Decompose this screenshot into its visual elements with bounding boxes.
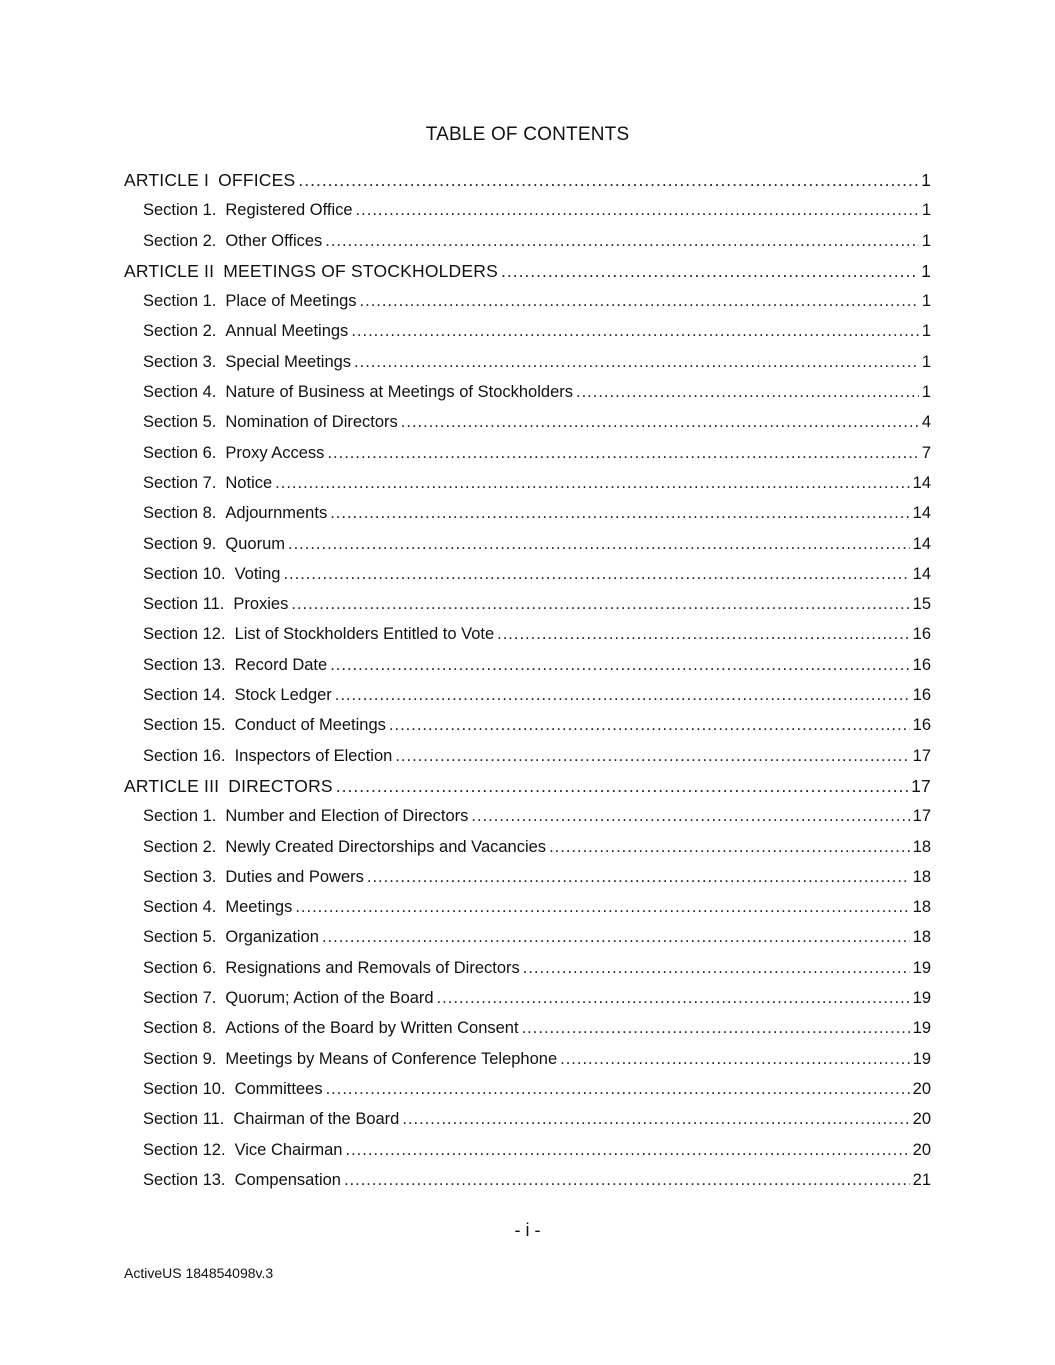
toc-section-entry[interactable] bbox=[124, 803, 931, 833]
toc-entry-title: Duties and Powers bbox=[225, 867, 364, 886]
toc-entry-page: 1 bbox=[921, 201, 931, 220]
toc-entry-page: 17 bbox=[911, 775, 931, 796]
toc-entry-page: 17 bbox=[912, 807, 931, 826]
toc-entry-title: Notice bbox=[225, 473, 273, 492]
toc-section-entry[interactable] bbox=[124, 440, 931, 470]
toc-entry-number: Section 8. bbox=[143, 1019, 217, 1038]
dot-leader bbox=[330, 500, 909, 526]
document-id: ActiveUS 184854098v.3 bbox=[124, 1265, 274, 1281]
toc-entry-label bbox=[143, 864, 364, 890]
toc-entry-label bbox=[143, 682, 332, 708]
dot-leader bbox=[356, 197, 919, 223]
toc-entry-label bbox=[143, 955, 520, 981]
toc-section-entry[interactable] bbox=[124, 621, 931, 651]
toc-entry-page: 16 bbox=[912, 625, 931, 644]
toc-section-entry[interactable] bbox=[124, 1106, 931, 1136]
toc-entry-number: Section 13. bbox=[143, 655, 226, 674]
toc-section-entry[interactable] bbox=[124, 712, 931, 742]
toc-entry-number: Section 2. bbox=[143, 837, 217, 856]
toc-section-entry[interactable] bbox=[124, 652, 931, 682]
toc-entry-label bbox=[143, 197, 353, 223]
toc-entry-title: Organization bbox=[225, 928, 319, 947]
toc-entry-page: 19 bbox=[912, 1019, 931, 1038]
dot-leader bbox=[351, 318, 919, 344]
dot-leader bbox=[330, 652, 909, 678]
toc-entry-title: Number and Election of Directors bbox=[225, 807, 469, 826]
toc-entry-label bbox=[143, 621, 494, 647]
toc-entry-title: Record Date bbox=[234, 655, 328, 674]
dot-leader bbox=[501, 258, 918, 284]
toc-entry-page: 16 bbox=[912, 716, 931, 735]
toc-entry-page: 18 bbox=[912, 837, 931, 856]
toc-entry-label bbox=[124, 773, 333, 799]
toc-section-entry[interactable] bbox=[124, 1137, 931, 1167]
toc-entry-title: Meetings by Means of Conference Telephone bbox=[225, 1049, 558, 1068]
toc-entry-number: Section 7. bbox=[143, 473, 217, 492]
dot-leader bbox=[327, 440, 918, 466]
toc-entry-label bbox=[143, 591, 288, 617]
toc-section-entry[interactable] bbox=[124, 864, 931, 894]
toc-entry-page: 1 bbox=[921, 292, 931, 311]
toc-entry-page: 1 bbox=[921, 352, 931, 371]
toc-entry-label bbox=[143, 1137, 342, 1163]
dot-leader bbox=[354, 349, 919, 375]
toc-entry-page: 19 bbox=[912, 1049, 931, 1068]
dot-leader bbox=[275, 470, 909, 496]
toc-entry-number: Section 2. bbox=[143, 231, 217, 250]
toc-entry-title: Actions of the Board by Written Consent bbox=[225, 1019, 519, 1038]
toc-entry-title: Committees bbox=[234, 1079, 323, 1098]
toc-entry-title: Newly Created Directorships and Vacancies bbox=[225, 837, 547, 856]
toc-section-entry[interactable] bbox=[124, 561, 931, 591]
toc-entry-title: Other Offices bbox=[225, 231, 323, 250]
toc-section-entry[interactable] bbox=[124, 985, 931, 1015]
toc-entry-label bbox=[143, 985, 434, 1011]
toc-entry-title: Proxies bbox=[233, 595, 289, 614]
toc-entry-number: Section 6. bbox=[143, 958, 217, 977]
toc-entry-number: Section 8. bbox=[143, 504, 217, 523]
toc-entry-title: Inspectors of Election bbox=[234, 746, 393, 765]
toc-entry-label bbox=[143, 803, 468, 829]
dot-leader bbox=[322, 924, 910, 950]
toc-entry-page: 1 bbox=[921, 231, 931, 250]
toc-entry-title: OFFICES bbox=[218, 170, 296, 190]
toc-entry-label bbox=[143, 379, 573, 405]
toc-entry-page: 19 bbox=[912, 989, 931, 1008]
toc-section-entry[interactable] bbox=[124, 409, 931, 439]
toc-article-entry[interactable] bbox=[124, 258, 931, 288]
toc-entry-number: ARTICLE III bbox=[124, 775, 220, 796]
toc-entry-number: Section 6. bbox=[143, 443, 217, 462]
toc-entry-page: 4 bbox=[921, 413, 931, 432]
dot-leader bbox=[576, 379, 919, 405]
toc-entry-label bbox=[143, 1076, 323, 1102]
toc-entry-label bbox=[143, 894, 292, 920]
toc-entry-number: Section 1. bbox=[143, 807, 217, 826]
toc-entry-page: 15 bbox=[912, 595, 931, 614]
toc-entry-page: 17 bbox=[912, 746, 931, 765]
toc-entry-page: 19 bbox=[912, 958, 931, 977]
toc-entry-number: Section 7. bbox=[143, 989, 217, 1008]
toc-entry-title: Compensation bbox=[234, 1170, 341, 1189]
toc-entry-page: 20 bbox=[912, 1079, 931, 1098]
toc-entry-number: Section 9. bbox=[143, 1049, 217, 1068]
dot-leader bbox=[298, 167, 918, 193]
toc-entry-label bbox=[143, 228, 322, 254]
toc-entry-title: Adjournments bbox=[225, 504, 328, 523]
toc-section-entry[interactable] bbox=[124, 591, 931, 621]
toc-entry-number: Section 9. bbox=[143, 534, 217, 553]
toc-entry-label bbox=[143, 318, 348, 344]
toc-entry-number: Section 11. bbox=[143, 1110, 225, 1129]
toc-entry-page: 14 bbox=[912, 473, 931, 492]
toc-entry-label bbox=[124, 258, 498, 284]
toc-section-entry[interactable] bbox=[124, 955, 931, 985]
dot-leader bbox=[523, 955, 910, 981]
dot-leader bbox=[283, 561, 909, 587]
toc-section-entry[interactable] bbox=[124, 379, 931, 409]
toc-entry-title: Proxy Access bbox=[225, 443, 325, 462]
dot-leader bbox=[437, 985, 910, 1011]
toc-entry-number: Section 16. bbox=[143, 746, 226, 765]
toc-entry-number: Section 1. bbox=[143, 292, 217, 311]
dot-leader bbox=[367, 864, 910, 890]
toc-section-entry[interactable] bbox=[124, 1076, 931, 1106]
dot-leader bbox=[549, 834, 910, 860]
toc-entry-label bbox=[143, 531, 285, 557]
toc-entry-label bbox=[143, 652, 327, 678]
dot-leader bbox=[395, 743, 909, 769]
toc-entry-label bbox=[143, 712, 386, 738]
toc-entry-title: Resignations and Removals of Directors bbox=[225, 958, 520, 977]
toc-section-entry[interactable] bbox=[124, 743, 931, 773]
page-number: - i - bbox=[514, 1220, 541, 1240]
toc-entry-page: 1 bbox=[921, 322, 931, 341]
toc-entry-label bbox=[143, 1167, 341, 1193]
toc-article-entry[interactable] bbox=[124, 167, 931, 197]
toc-entry-title: Place of Meetings bbox=[225, 292, 357, 311]
toc-section-entry[interactable] bbox=[124, 1015, 931, 1045]
table-of-contents bbox=[124, 167, 931, 1197]
toc-entry-page: 20 bbox=[912, 1110, 931, 1129]
toc-entry-number: Section 12. bbox=[143, 625, 226, 644]
toc-entry-title: MEETINGS OF STOCKHOLDERS bbox=[223, 260, 498, 281]
toc-entry-number: Section 4. bbox=[143, 898, 217, 917]
toc-entry-number: Section 5. bbox=[143, 413, 217, 432]
toc-entry-label bbox=[143, 288, 357, 314]
toc-section-entry[interactable] bbox=[124, 318, 931, 348]
toc-section-entry[interactable] bbox=[124, 1167, 931, 1197]
toc-entry-title: Quorum bbox=[225, 534, 285, 553]
dot-leader bbox=[345, 1137, 909, 1163]
toc-entry-page: 21 bbox=[912, 1170, 931, 1189]
toc-entry-title: Quorum; Action of the Board bbox=[225, 989, 434, 1008]
dot-leader bbox=[497, 621, 910, 647]
toc-entry-number: Section 13. bbox=[143, 1170, 226, 1189]
dot-leader bbox=[326, 1076, 910, 1102]
toc-entry-title: Registered Office bbox=[225, 201, 353, 220]
toc-entry-label bbox=[143, 834, 546, 860]
toc-entry-label bbox=[143, 743, 392, 769]
toc-entry-title: Vice Chairman bbox=[234, 1140, 343, 1159]
toc-entry-page: 18 bbox=[912, 898, 931, 917]
toc-section-entry[interactable] bbox=[124, 349, 931, 379]
toc-entry-page: 1 bbox=[921, 170, 931, 190]
toc-entry-page: 1 bbox=[921, 260, 931, 281]
toc-entry-title: List of Stockholders Entitled to Vote bbox=[234, 625, 495, 644]
toc-entry-title: Stock Ledger bbox=[234, 686, 332, 705]
dot-leader bbox=[401, 409, 919, 435]
toc-entry-label bbox=[143, 1046, 557, 1072]
toc-title: TABLE OF CONTENTS bbox=[425, 124, 630, 145]
dot-leader bbox=[325, 228, 919, 254]
toc-entry-title: Annual Meetings bbox=[225, 322, 349, 341]
dot-leader bbox=[335, 682, 910, 708]
toc-entry-label bbox=[143, 409, 398, 435]
toc-entry-number: Section 10. bbox=[143, 564, 226, 583]
toc-entry-page: 7 bbox=[921, 443, 931, 462]
toc-entry-page: 20 bbox=[912, 1140, 931, 1159]
toc-entry-page: 16 bbox=[912, 686, 931, 705]
toc-entry-number: ARTICLE I bbox=[124, 170, 210, 190]
toc-entry-page: 14 bbox=[912, 564, 931, 583]
toc-entry-label bbox=[143, 440, 324, 466]
toc-entry-label bbox=[143, 349, 351, 375]
dot-leader bbox=[389, 712, 910, 738]
toc-entry-page: 18 bbox=[912, 928, 931, 947]
toc-entry-number: Section 14. bbox=[143, 686, 226, 705]
toc-entry-label bbox=[143, 561, 280, 587]
toc-entry-label bbox=[143, 500, 327, 526]
toc-section-entry[interactable] bbox=[124, 1046, 931, 1076]
toc-entry-title: Nomination of Directors bbox=[225, 413, 398, 432]
dot-leader bbox=[360, 288, 919, 314]
toc-entry-number: Section 11. bbox=[143, 595, 225, 614]
dot-leader bbox=[402, 1106, 909, 1132]
toc-entry-number: Section 2. bbox=[143, 322, 217, 341]
toc-entry-label bbox=[143, 924, 319, 950]
toc-entry-title: Conduct of Meetings bbox=[234, 716, 386, 735]
dot-leader bbox=[336, 773, 908, 799]
toc-entry-label bbox=[124, 167, 295, 193]
toc-section-entry[interactable] bbox=[124, 228, 931, 258]
toc-section-entry[interactable] bbox=[124, 531, 931, 561]
toc-entry-label bbox=[143, 470, 272, 496]
dot-leader bbox=[471, 803, 909, 829]
dot-leader bbox=[560, 1046, 910, 1072]
toc-entry-number: ARTICLE II bbox=[124, 260, 215, 281]
toc-entry-page: 1 bbox=[921, 383, 931, 402]
dot-leader bbox=[288, 531, 910, 557]
toc-article-entry[interactable] bbox=[124, 773, 931, 803]
toc-section-entry[interactable] bbox=[124, 197, 931, 227]
toc-section-entry[interactable] bbox=[124, 894, 931, 924]
toc-entry-label bbox=[143, 1015, 519, 1041]
dot-leader bbox=[522, 1015, 910, 1041]
toc-entry-title: Chairman of the Board bbox=[233, 1110, 400, 1129]
toc-entry-page: 18 bbox=[912, 867, 931, 886]
toc-entry-number: Section 4. bbox=[143, 383, 217, 402]
toc-entry-number: Section 12. bbox=[143, 1140, 226, 1159]
toc-entry-title: Meetings bbox=[225, 898, 293, 917]
toc-entry-title: Nature of Business at Meetings of Stockholders bbox=[225, 383, 573, 402]
toc-entry-number: Section 15. bbox=[143, 716, 226, 735]
toc-entry-number: Section 3. bbox=[143, 352, 217, 371]
toc-entry-page: 16 bbox=[912, 655, 931, 674]
toc-entry-number: Section 10. bbox=[143, 1079, 226, 1098]
toc-section-entry[interactable] bbox=[124, 288, 931, 318]
toc-section-entry[interactable] bbox=[124, 500, 931, 530]
toc-entry-title: Voting bbox=[234, 564, 281, 583]
toc-entry-page: 14 bbox=[912, 504, 931, 523]
toc-entry-label bbox=[143, 1106, 399, 1132]
dot-leader bbox=[295, 894, 909, 920]
dot-leader bbox=[344, 1167, 910, 1193]
toc-entry-number: Section 3. bbox=[143, 867, 217, 886]
toc-section-entry[interactable] bbox=[124, 924, 931, 954]
toc-entry-page: 14 bbox=[912, 534, 931, 553]
toc-entry-number: Section 5. bbox=[143, 928, 217, 947]
toc-entry-number: Section 1. bbox=[143, 201, 217, 220]
toc-entry-title: Special Meetings bbox=[225, 352, 352, 371]
toc-section-entry[interactable] bbox=[124, 834, 931, 864]
toc-section-entry[interactable] bbox=[124, 470, 931, 500]
toc-entry-title: DIRECTORS bbox=[228, 775, 333, 796]
dot-leader bbox=[291, 591, 909, 617]
toc-section-entry[interactable] bbox=[124, 682, 931, 712]
